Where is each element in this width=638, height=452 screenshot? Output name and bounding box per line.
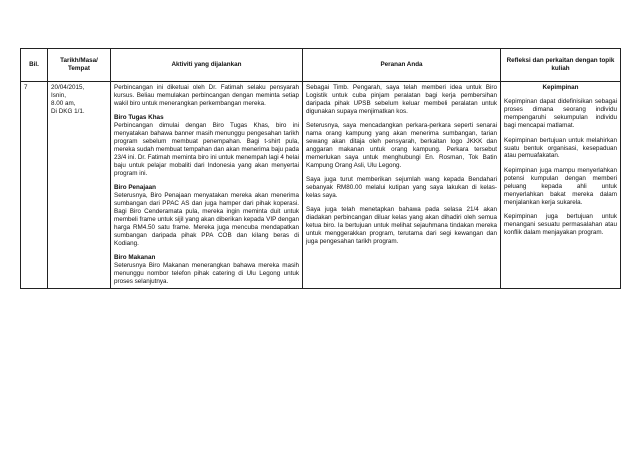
header-aktiviti: Aktiviti yang dijalankan — [111, 49, 303, 82]
aktiviti-text: Seterusnya, Biro Penajaan menyatakan mereka akan menerima sumbangan dari PPAC AS dan juga hamper dari pihak koperasi. Bagi Biro Cenderamata pula, mereka ingin meminta duit untuk membeli frame untuk sijil yang akan diberikan kepada VIP dengan harga RM4.50 satu frame. Mereka juga mencuba mendapatkan sumbangan daripada pihak PPA COB dan kilang beras di Kodiang. — [114, 192, 299, 247]
cell-tarikh — [48, 82, 111, 289]
aktiviti-text: Perbincangan dimulai dengan Biro Tugas Khas, biro ini menyatakan bahawa banner masih menunggu pengesahan tarikh program sebelum membuat penempahan. Bagi t-shirt pula, mereka sudah membuat tempahan dan akan menerima baju pada 23/4 ini. Dr. Fatimah meminta biro ini untuk menempah lagi 4 helai baju untuk pelajar mobaliti dari Indonesia yang akan menyertai program ini. — [114, 122, 299, 177]
aktiviti-heading: Biro Makanan — [114, 254, 156, 262]
activity-log-table — [20, 48, 621, 289]
tarikh-line: Di DKG 1/1. — [51, 107, 85, 115]
cell-refleksi — [501, 82, 621, 289]
table-row — [21, 82, 621, 289]
aktiviti-text: Perbincangan ini diketuai oleh Dr. Fatimah selaku pensyarah kursus. Beliau memulakan perbincangan dengan meminta setiap wakil biro untuk menerangkan perkembangan mereka. — [114, 84, 299, 107]
header-refleksi: Refleksi dan perkaitan dengan topik kuliah — [501, 49, 621, 82]
header-peranan: Peranan Anda — [303, 49, 501, 82]
tarikh-line: Isnin, — [51, 91, 67, 99]
aktiviti-paragraph — [114, 84, 299, 108]
peranan-paragraph: Saya juga turut memberikan sejumlah wang kepada Bendahari sebanyak RM80.00 melalui kutipan yang saya lakukan di kelas-kelas saya. — [306, 176, 497, 200]
refleksi-heading: Kepimpinan — [542, 84, 579, 91]
aktiviti-section — [114, 114, 299, 177]
refleksi-paragraph: Kepimpinan dapat didefinisikan sebagai proses dimana seorang individu mempengaruhi sekumpulan individu bagi mencapai matlamat. — [504, 98, 617, 130]
header-bil: Bil. — [21, 49, 48, 82]
table-header-row — [21, 49, 621, 82]
refleksi-paragraph: Kepimpinan juga mampu menyerlahkan potensi kumpulan dengan memberi peluang kepada ahli untuk menyerlahkan bakat mereka dalam menjalankan kerja sukarela. — [504, 166, 617, 206]
header-tarikh: Tarikh/Masa/ Tempat — [48, 49, 111, 82]
cell-peranan — [303, 82, 501, 289]
tarikh-line: 20/04/2015, — [51, 84, 85, 91]
aktiviti-heading: Biro Penajaan — [114, 184, 156, 192]
refleksi-paragraph: Kepimpinan bertujuan untuk melahirkan suatu bentuk organisasi, kesepaduan atau pemuafakatan. — [504, 136, 617, 160]
peranan-paragraph: Saya juga telah menetapkan bahawa pada selasa 21/4 akan diadakan perbincangan diluar kelas yang akan dihadiri oleh semua ketua biro. Ia bertujuan untuk melihat sejauhmana tindakan mereka untuk menggerakkan program, terutama dari segi kewangan dan juga pengesahan tarikh program. — [306, 206, 497, 246]
aktiviti-section — [114, 184, 299, 247]
aktiviti-section — [114, 254, 299, 286]
refleksi-paragraph: Kepimpinan juga bertujuan untuk menangani sesuatu permasalahan atau konflik dalam menjayakan program. — [504, 212, 617, 236]
cell-aktiviti — [111, 82, 303, 289]
peranan-paragraph: Seterusnya, saya mencadangkan perkara-perkara seperti senarai nama orang kampung yang akan menerima sumbangan, tarian sewang akan ditaja oleh pensyarah, berkaitan logo JKKK dan anggaran makanan untuk orang kampung. Perkara tersebut memerlukan saya untuk menghubungi En. Rosman, Tok Batin Kampung Orang Asli, Ulu Legong. — [306, 122, 497, 169]
aktiviti-text: Seterusnya Biro Makanan menerangkan bahawa mereka masih menunggu nombor telefon pihak catering di Ulu Legong untuk proses selanjutnya. — [114, 261, 299, 285]
peranan-paragraph: Sebagai Timb. Pengarah, saya telah memberi idea untuk Biro Logistik untuk cuba pinjam peralatan bagi kerja pembersihan daripada pihak UPSB sebelum keluar membeli peralatan untuk digunakan supaya menjimatkan kos. — [306, 84, 497, 115]
aktiviti-heading: Biro Tugas Khas — [114, 114, 164, 122]
cell-bil: 7 — [21, 82, 48, 289]
tarikh-line: 8.00 am, — [51, 99, 76, 107]
